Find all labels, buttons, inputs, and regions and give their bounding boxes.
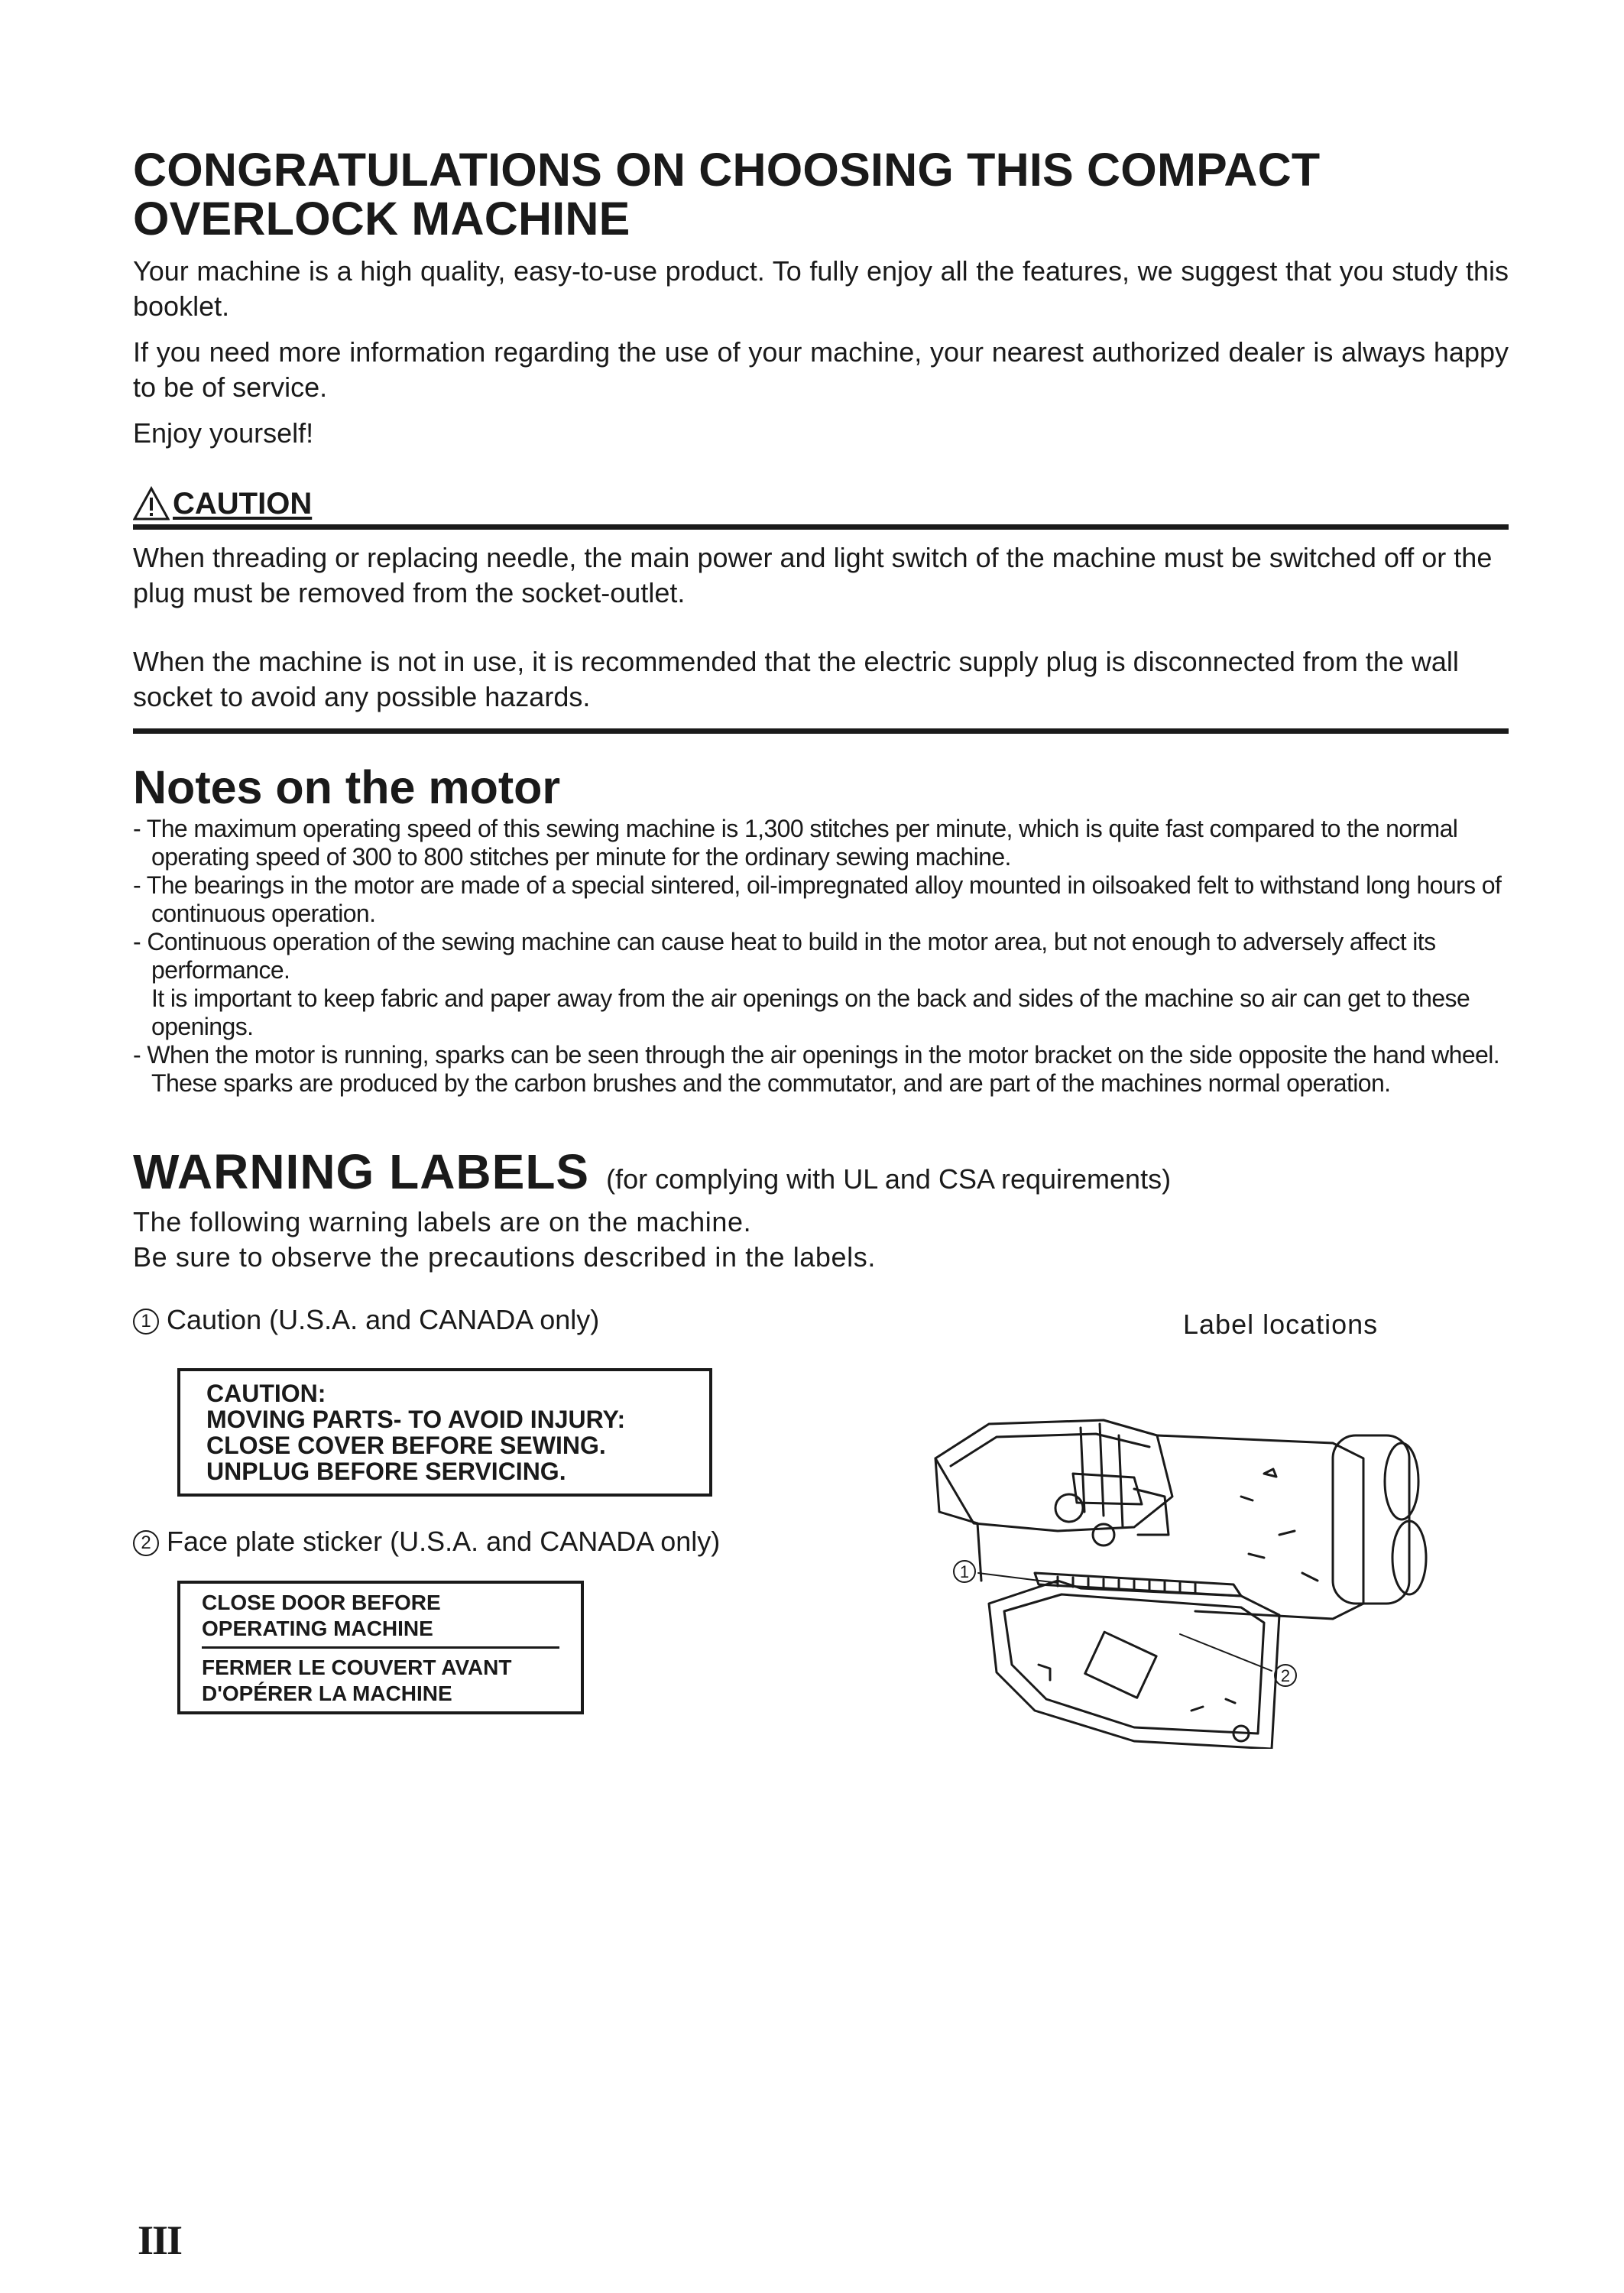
caution-paragraph: When threading or replacing needle, the main power and light switch of the machine must be switched off or the plug must be removed from the socket-outlet.: [133, 542, 1493, 608]
label-item-2: [133, 1524, 935, 1559]
list-item: - The bearings in the motor are made of a special sintered, oil-impregnated alloy mounted in oilsoaked felt to withstand long hours of continuous operation.: [133, 871, 1502, 927]
circled-number: 2: [133, 1530, 159, 1556]
sticker-line: FERMER LE COUVERT AVANT: [202, 1656, 512, 1679]
sticker-line: CLOSE DOOR BEFORE: [202, 1591, 441, 1614]
sticker-line: D'OPÉRER LA MACHINE: [202, 1682, 452, 1705]
callout-2: 2: [1280, 1666, 1291, 1685]
intro-paragraph: If you need more information regarding the use of your machine, your nearest authorized dealer is always happy to be of service.: [133, 336, 1509, 403]
list-item: - Continuous operation of the sewing machine can cause heat to build in the motor area, but not enough to adversely affect its performance.: [133, 928, 1436, 984]
machine-diagram: [905, 1351, 1532, 1749]
label-locations-caption: Label locations: [1183, 1309, 1379, 1340]
manual-page: [133, 145, 1509, 1275]
labels-column: [133, 1302, 935, 1714]
sticker-line: CAUTION:: [206, 1380, 326, 1407]
label-item-1: [133, 1302, 935, 1338]
caution-heading: [133, 486, 1509, 530]
circled-number: 1: [133, 1309, 159, 1335]
callout-1: 1: [959, 1562, 970, 1581]
label-item-text: Caution (U.S.A. and CANADA only): [167, 1304, 600, 1335]
caution-label-sticker: [177, 1368, 712, 1497]
sticker-line: OPERATING MACHINE: [202, 1617, 433, 1640]
diagram-column: [905, 1309, 1532, 1753]
caution-paragraph: When the machine is not in use, it is recommended that the electric supply plug is disconnected from the wall socket to avoid any possible hazards.: [133, 646, 1459, 712]
page-number: III: [138, 2217, 182, 2263]
caution-box: [133, 530, 1509, 734]
label-item-text: Face plate sticker (U.S.A. and CANADA only): [167, 1526, 721, 1557]
warning-triangle-icon: [133, 486, 170, 521]
warning-labels-heading: [133, 1143, 1509, 1200]
warning-title: WARNING LABELS: [133, 1144, 590, 1199]
warning-intro-line: Be sure to observe the precautions described in the labels.: [133, 1241, 876, 1273]
page-title: CONGRATULATIONS ON CHOOSING THIS COMPACT OVERLOCK MACHINE: [133, 144, 1321, 245]
sticker-english: [202, 1584, 559, 1649]
list-item: It is important to keep fabric and paper away from the air openings on the back and sides of the machine so air can get to these openings.: [151, 984, 1470, 1040]
sticker-line: UNPLUG BEFORE SERVICING.: [206, 1458, 566, 1485]
sticker-line: CLOSE COVER BEFORE SEWING.: [206, 1432, 606, 1459]
sticker-french: [202, 1649, 559, 1711]
sticker-line: MOVING PARTS- TO AVOID INJURY:: [206, 1406, 626, 1433]
list-item: - The maximum operating speed of this sewing machine is 1,300 stitches per minute, which is quite fast compared to the normal operating speed of 300 to 800 stitches per minute for the ordinary sewing machine.: [133, 815, 1458, 871]
face-plate-sticker: [177, 1581, 584, 1714]
intro-paragraph: Enjoy yourself!: [133, 417, 314, 449]
intro-paragraph: Your machine is a high quality, easy-to-use product. To fully enjoy all the features, we suggest that you study this booklet.: [133, 255, 1509, 322]
warning-intro-line: The following warning labels are on the machine.: [133, 1206, 752, 1237]
motor-notes-list: [133, 815, 1509, 1098]
list-item: - When the motor is running, sparks can be seen through the air openings in the motor bracket on the side opposite the hand wheel. These sparks are produced by the carbon brushes and the commutator, and are part of the machines normal operation.: [133, 1041, 1500, 1097]
motor-heading: Notes on the motor: [133, 761, 561, 813]
caution-label: CAUTION: [173, 487, 313, 521]
warning-subtitle: (for complying with UL and CSA requirements): [606, 1163, 1172, 1195]
